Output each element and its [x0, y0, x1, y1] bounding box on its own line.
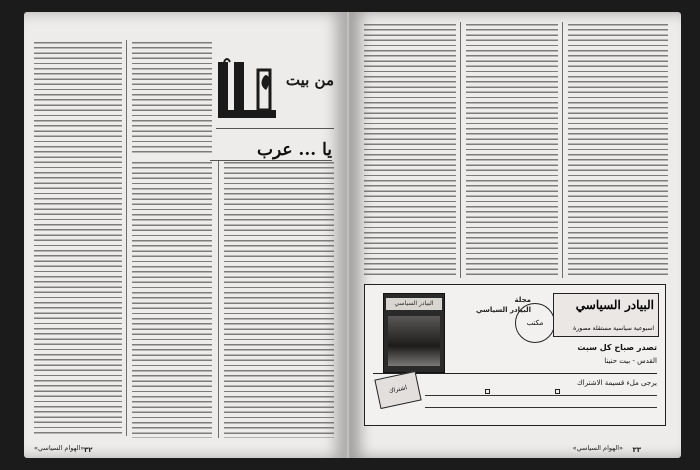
subscription-ad: [364, 284, 666, 426]
intro-text: [132, 40, 212, 154]
subscription-stamp: [374, 371, 421, 409]
column-rule: [562, 22, 563, 278]
stamp-text: اشتراك: [388, 384, 408, 395]
section-logo: [216, 56, 334, 124]
column-rule: [218, 160, 219, 438]
fire-logo-icon: [216, 56, 280, 124]
form-field-line: [425, 395, 657, 396]
ad-title-line1: مجلة: [514, 296, 531, 304]
form-field-line: [425, 407, 657, 408]
column-text-3: [568, 22, 668, 278]
middle-column-text: [132, 160, 212, 438]
right-page: [350, 12, 681, 458]
footer-rule-area: [364, 430, 664, 440]
column-text-2: [466, 22, 558, 278]
article-headline: يا ... عرب: [256, 140, 332, 160]
promo-logo: البيادر السياسي: [575, 298, 654, 312]
promo-tagline: اسبوعية سياسية مستقلة مصورة: [573, 325, 654, 332]
headline-rule: [210, 160, 332, 161]
issue-line: تصدر صباح كل سبت: [577, 343, 657, 352]
left-column-text: [34, 40, 122, 436]
checkbox-icon: [555, 389, 560, 394]
address-line: القدس - بيت حنينا: [604, 357, 657, 365]
subscription-line: يرجى ملء قسيمة الاشتراك: [577, 379, 657, 387]
page-number: ٣٣: [632, 446, 641, 454]
left-page: [24, 12, 346, 458]
page-number: ٣٢: [84, 446, 93, 454]
section-logo-words: من بيت: [285, 71, 334, 89]
column-text-1: [364, 22, 456, 278]
magazine-cover: [383, 293, 445, 373]
cover-photo: [388, 316, 440, 366]
page-footer-label: «الهوام السياسي»: [572, 444, 623, 452]
column-rule: [460, 22, 461, 278]
right-column-text: [224, 160, 334, 438]
checkbox-icon: [485, 389, 490, 394]
ad-circle-badge: مكتب: [515, 303, 555, 343]
column-rule: [126, 40, 127, 436]
ad-title-line2: البيادر السياسي: [475, 306, 531, 314]
ad-promo-box: [553, 293, 659, 337]
page-footer-label: «الهوام السياسي»: [34, 444, 85, 452]
cover-masthead: البيادر السياسي: [386, 298, 442, 310]
logo-underline: [216, 128, 334, 129]
